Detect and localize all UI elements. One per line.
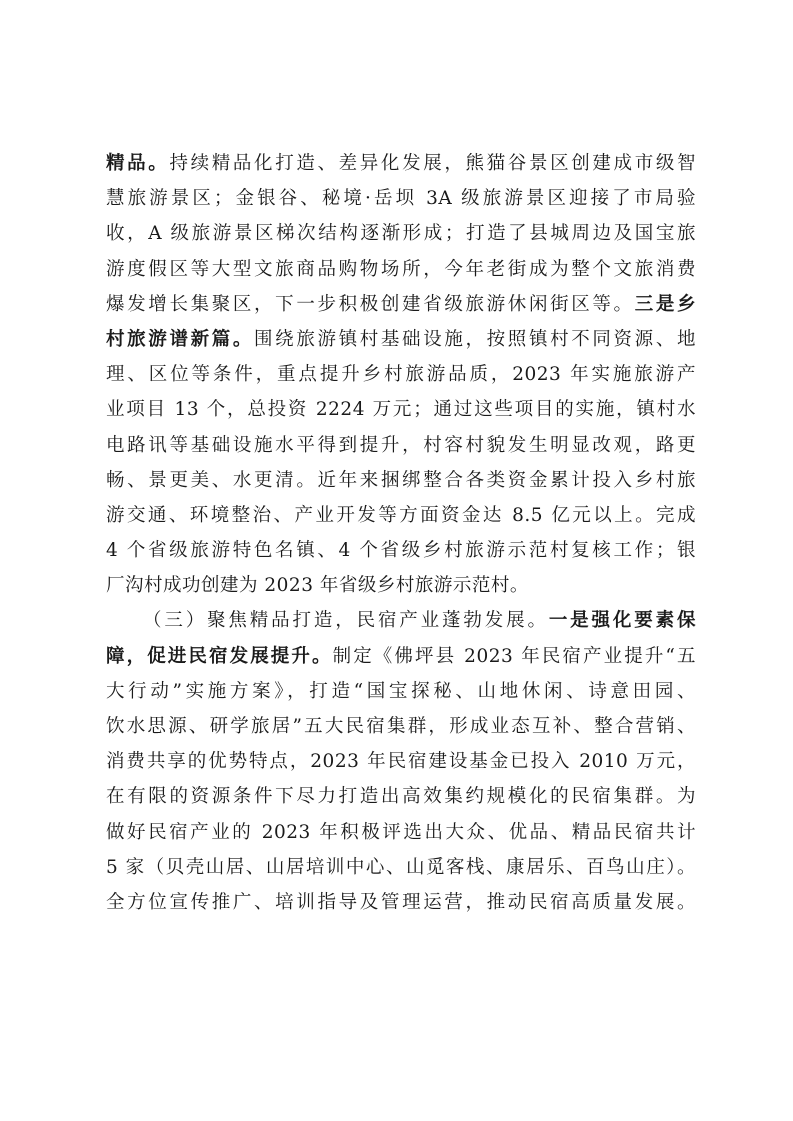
text-line	[106, 498, 696, 533]
text-segment: 理、区位等条件，重点提升乡村旅游品质，2023 年实施旅游产	[106, 364, 696, 386]
text-line	[106, 463, 696, 498]
text-segment: 在有限的资源条件下尽力打造出高效集约规模化的民宿集群。为	[106, 786, 696, 808]
text-segment: 持续精品化打造、差异化发展，熊猫谷景区创建成市级智	[169, 153, 696, 174]
text-segment: 收，A 级旅游景区梯次结构逐渐形成；打造了县城周边及国宝旅	[106, 223, 696, 245]
text-segment: 慧旅游景区；金银谷、秘境·岳坝 3A 级旅游景区迎接了市局验	[106, 188, 696, 210]
text-line	[106, 639, 696, 674]
text-line	[106, 674, 696, 709]
bold-text-segment: 障，促进民宿发展提升。	[106, 645, 333, 667]
text-segment: 制定《佛坪县 2023 年民宿产业提升“五	[332, 645, 696, 667]
text-line	[106, 252, 696, 287]
text-segment: 饮水思源、研学旅居”五大民宿集群，形成业态互补、整合营销、	[106, 716, 696, 737]
text-line	[106, 744, 696, 779]
text-line	[106, 287, 696, 322]
text-segment: 消费共享的优势特点，2023 年民宿建设基金已投入 2010 万元，	[106, 751, 696, 773]
text-line	[106, 181, 696, 216]
text-segment: 大行动”实施方案》，打造“国宝探秘、山地休闲、诗意田园、	[106, 680, 696, 702]
text-line	[106, 885, 696, 920]
text-line	[106, 392, 696, 427]
text-segment: 业项目 13 个，总投资 2224 万元；通过这些项目的实施，镇村水	[106, 399, 696, 421]
bold-text-segment: 三是乡	[634, 293, 696, 315]
text-line	[106, 428, 696, 463]
text-segment: 5 家（贝壳山居、山居培训中心、山觅客栈、康居乐、百鸟山庄）。	[106, 856, 696, 878]
document-body	[106, 146, 696, 920]
text-line	[106, 815, 696, 850]
text-line	[106, 850, 696, 885]
text-line	[106, 779, 696, 814]
bold-text-segment: 一是强化要素保	[548, 610, 696, 632]
text-segment: 做好民宿产业的 2023 年积极评选出大众、优品、精品民宿共计	[106, 821, 696, 843]
text-segment: 围绕旅游镇村基础设施，按照镇村不同资源、地	[254, 328, 696, 350]
text-line	[106, 216, 696, 251]
text-segment: 爆发增长集聚区，下一步积极创建省级旅游休闲街区等。	[106, 293, 635, 315]
text-line	[106, 533, 696, 568]
text-line	[106, 603, 696, 638]
text-segment: 游度假区等大型文旅商品购物场所，今年老街成为整个文旅消费	[106, 258, 696, 280]
text-line	[106, 322, 696, 357]
text-segment: （三）聚焦精品打造，民宿产业蓬勃发展。	[143, 610, 549, 632]
text-segment: 畅、景更美、水更清。近年来捆绑整合各类资金累计投入乡村旅	[106, 469, 696, 491]
text-segment: 全方位宣传推广、培训指导及管理运营，推动民宿高质量发展。	[106, 891, 696, 913]
text-segment: 游交通、环境整治、产业开发等方面资金达 8.5 亿元以上。完成	[106, 504, 696, 526]
bold-text-segment: 村旅游谱新篇。	[106, 328, 255, 350]
text-segment: 电路讯等基础设施水平得到提升，村容村貌发生明显改观，路更	[106, 434, 696, 456]
text-line	[106, 357, 696, 392]
bold-text-segment: 精品。	[106, 153, 170, 174]
text-segment: 厂沟村成功创建为 2023 年省级乡村旅游示范村。	[106, 575, 529, 597]
text-line	[106, 709, 696, 744]
text-line	[106, 568, 696, 603]
text-segment: 4 个省级旅游特色名镇、4 个省级乡村旅游示范村复核工作；银	[106, 540, 696, 562]
text-line	[106, 146, 696, 181]
